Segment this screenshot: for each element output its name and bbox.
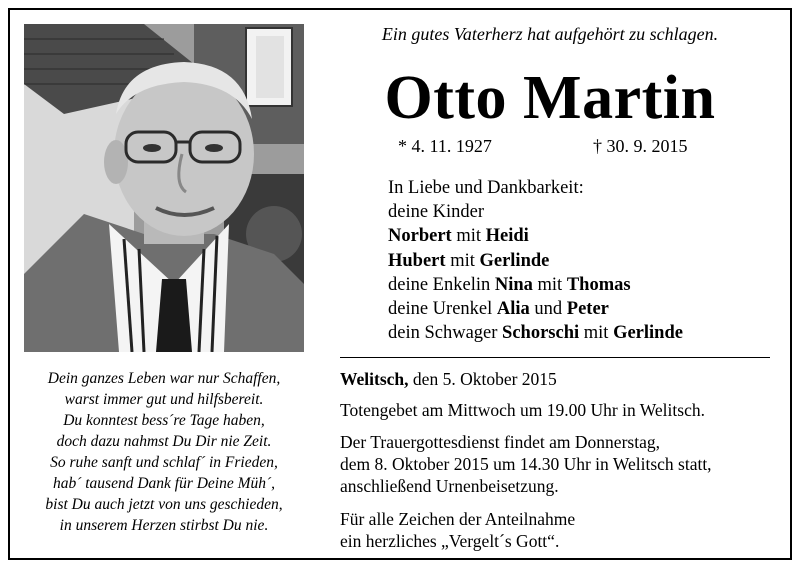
place-name: Welitsch, [340, 369, 409, 389]
service-line: Der Trauergottesdienst findet am Donnerstag, [340, 432, 660, 452]
poem-line: hab´ tausend Dank für Deine Müh´, [52, 475, 276, 492]
memorial-poem [24, 368, 304, 536]
mourner-line: deine Urenkel Alia und Peter [388, 299, 609, 320]
mourner-line: deine Enkelin Nina mit Thomas [388, 274, 631, 295]
header-quote: Ein gutes Vaterherz hat aufgehört zu schlagen. [381, 24, 719, 44]
service-line: anschließend Urnenbeisetzung. [340, 476, 559, 496]
poem-line: So ruhe sanft und schlaf´ in Frieden, [50, 454, 278, 471]
poem-line: doch dazu nahmst Du Dir nie Zeit. [56, 433, 272, 450]
mourner-line: dein Schwager Schorschi mit Gerlinde [388, 323, 683, 344]
notice-date: den 5. Oktober 2015 [408, 369, 557, 389]
children-label: deine Kinder [388, 202, 485, 223]
section-divider [340, 357, 770, 358]
mourner-line: Hubert mit Gerlinde [388, 250, 550, 271]
mourners-list [388, 176, 683, 345]
portrait-photo [24, 24, 304, 352]
birth-date: * 4. 11. 1927 [398, 136, 492, 156]
poem-line: Dein ganzes Leben war nur Schaffen, [47, 370, 281, 387]
poem-line: warst immer gut und hilfsbereit. [64, 391, 264, 408]
mourner-line: Norbert mit Heidi [388, 226, 529, 247]
thanks-line: Für alle Zeichen der Anteilnahme [340, 509, 576, 529]
poem-line: bist Du auch jetzt von uns geschieden, [45, 496, 283, 513]
death-date: † 30. 9. 2015 [593, 136, 688, 156]
place-date [340, 368, 557, 390]
thanks-line: ein herzliches „Vergelt´s Gott“. [340, 531, 560, 551]
service-line: dem 8. Oktober 2015 um 14.30 Uhr in Welitsch statt, [340, 454, 712, 474]
prayer-info: Totengebet am Mittwoch um 19.00 Uhr in Welitsch. [340, 400, 705, 420]
deceased-name: Otto Martin [384, 64, 716, 132]
mourners-intro: In Liebe und Dankbarkeit: [388, 178, 584, 198]
thanks-note [340, 508, 575, 552]
service-info [340, 431, 712, 497]
poem-line: in unserem Herzen stirbst Du nie. [59, 517, 269, 534]
poem-line: Du konntest bess´re Tage haben, [63, 412, 265, 429]
